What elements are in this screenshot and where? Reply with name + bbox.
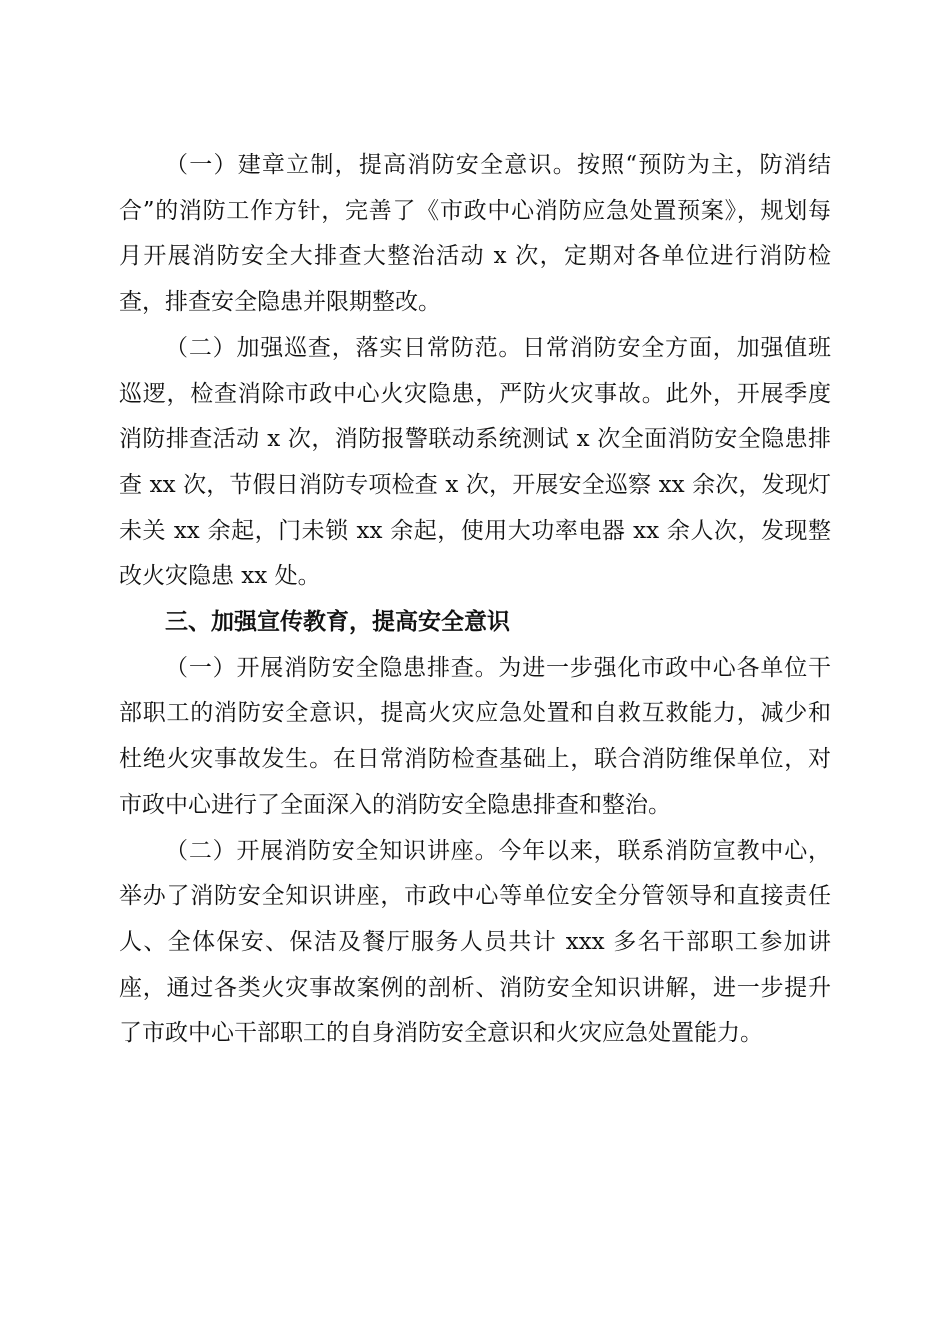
paragraph-3-text: 为进一步强化市政中心各单位干部职工的消防安全意识，提高火灾应急处置和自救互救能力，减少和杜绝火灾事故发生。在日常消防检查基础上，联合消防维保单位，对市政中心进行了全面深入的消防安全隐患排查和整治。 xyxy=(119,654,832,818)
paragraph-4-text: 今年以来，联系消防宣教中心，举办了消防安全知识讲座，市政中心等单位安全分管领导和直接责任人、全体保安、保洁及餐厅服务人员共计 xxx 多名干部职工参加讲座，通过各类火灾事故案例的剖析、消防安全知识讲解，进一步提升了市政中心干部职工的自身消防安全意识和火灾应急处置能力。 xyxy=(119,837,832,1047)
section-heading: 三、加强宣传教育，提高安全意识 xyxy=(165,609,510,636)
paragraph-1-text: 按照“预防为主，防消结合”的消防工作方针，完善了《市政中心消防应急处置预案》，规划每月开展消防安全大排查大整治活动 x 次，定期对各单位进行消防检查，排查安全隐患并限期整改。 xyxy=(119,152,832,316)
paragraph-2 xyxy=(119,326,831,600)
paragraph-3-lead: （一）开展消防安全隐患排查。 xyxy=(165,654,499,681)
paragraph-2-text: 日常消防安全方面，加强值班巡逻，检查消除市政中心火灾隐患，严防火灾事故。此外，开展季度消防排查活动 x 次，消防报警联动系统测试 x 次全面消防安全隐患排查 xx 次，节假日消防专项检查 x 次，开展安全巡察 xx 余次，发现灯未关 xx 余起，门未锁 xx 余起，使用大功率电器 xx 余人次，发现整改火灾隐患 xx 处。 xyxy=(119,334,832,590)
document-body xyxy=(119,143,831,1057)
paragraph-1 xyxy=(119,143,831,326)
paragraph-2-lead: （二）加强巡查，落实日常防范。 xyxy=(165,334,523,361)
paragraph-4-lead: （二）开展消防安全知识讲座。 xyxy=(165,837,499,864)
paragraph-3 xyxy=(119,646,831,829)
paragraph-1-lead: （一）建章立制，提高消防安全意识。 xyxy=(165,152,577,178)
paragraph-4 xyxy=(119,829,831,1058)
